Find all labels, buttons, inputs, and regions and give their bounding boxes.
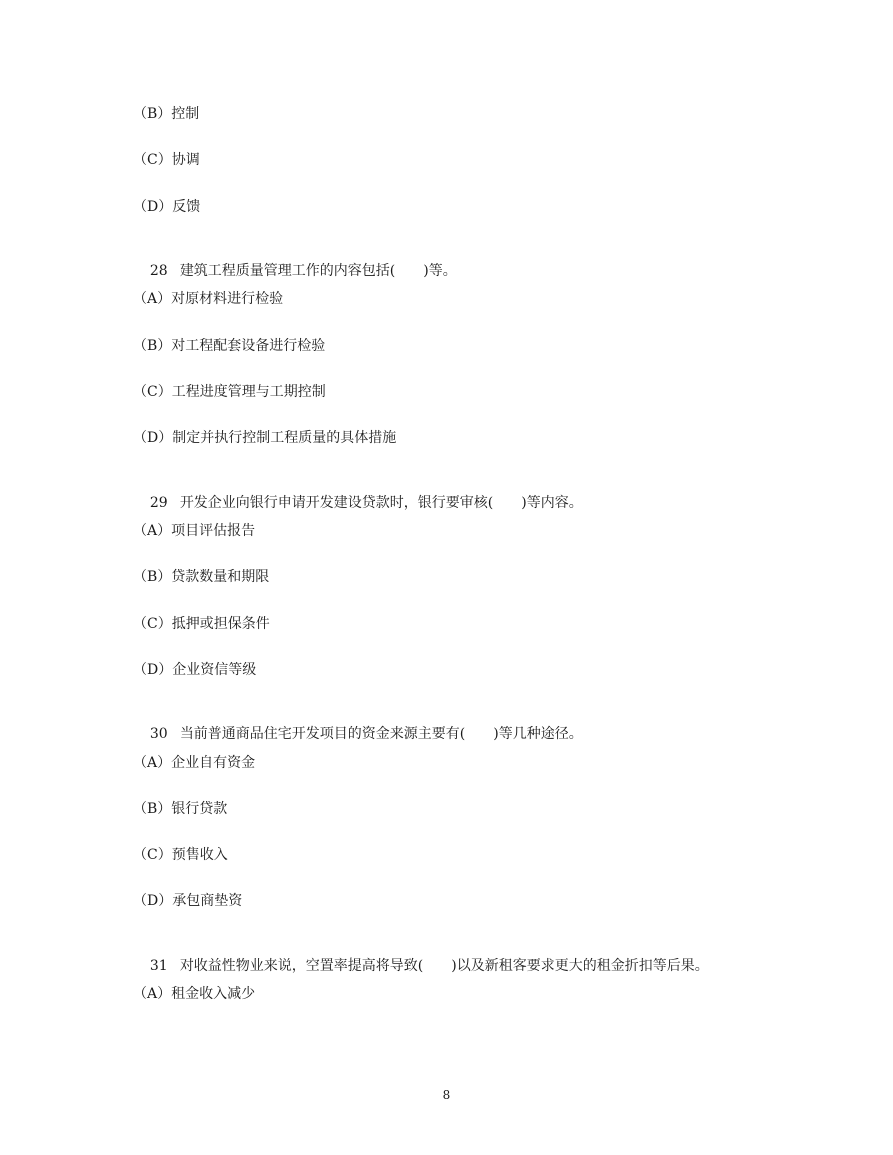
option-line: （A）项目评估报告 [133, 523, 256, 539]
question-number: 28 [149, 263, 168, 279]
option-line: （C）抵押或担保条件 [133, 616, 270, 632]
option-line: （C）协调 [133, 152, 200, 168]
question-number: 30 [149, 726, 168, 742]
option-line: （B）控制 [133, 106, 200, 122]
option-line: （A）对原材料进行检验 [133, 291, 284, 307]
question-text: 对收益性物业来说，空置率提高将导致( )以及新租客要求更大的租金折扣等后果。 [179, 958, 709, 974]
question-number: 31 [149, 958, 168, 974]
question-text: 开发企业向银行申请开发建设贷款时，银行要审核( )等内容。 [179, 495, 583, 511]
question-text: 当前普通商品住宅开发项目的资金来源主要有( )等几种途径。 [179, 726, 583, 742]
option-line: （A）租金收入减少 [133, 986, 256, 1002]
option-line: （D）反馈 [133, 199, 201, 215]
option-line: （D）承包商垫资 [133, 893, 243, 909]
option-line: （C）工程进度管理与工期控制 [133, 384, 326, 400]
option-line: （B）银行贷款 [133, 801, 228, 817]
question-text: 建筑工程质量管理工作的内容包括( )等。 [179, 263, 457, 279]
option-line: （A）企业自有资金 [133, 755, 256, 771]
page-number: 8 [442, 1088, 451, 1102]
option-line: （D）企业资信等级 [133, 662, 257, 678]
question-line [132, 707, 583, 761]
option-line: （B）对工程配套设备进行检验 [133, 338, 326, 354]
option-line: （B）贷款数量和期限 [133, 569, 270, 585]
option-line: （C）预售收入 [133, 847, 228, 863]
question-number: 29 [149, 495, 168, 511]
option-line: （D）制定并执行控制工程质量的具体措施 [133, 430, 397, 446]
